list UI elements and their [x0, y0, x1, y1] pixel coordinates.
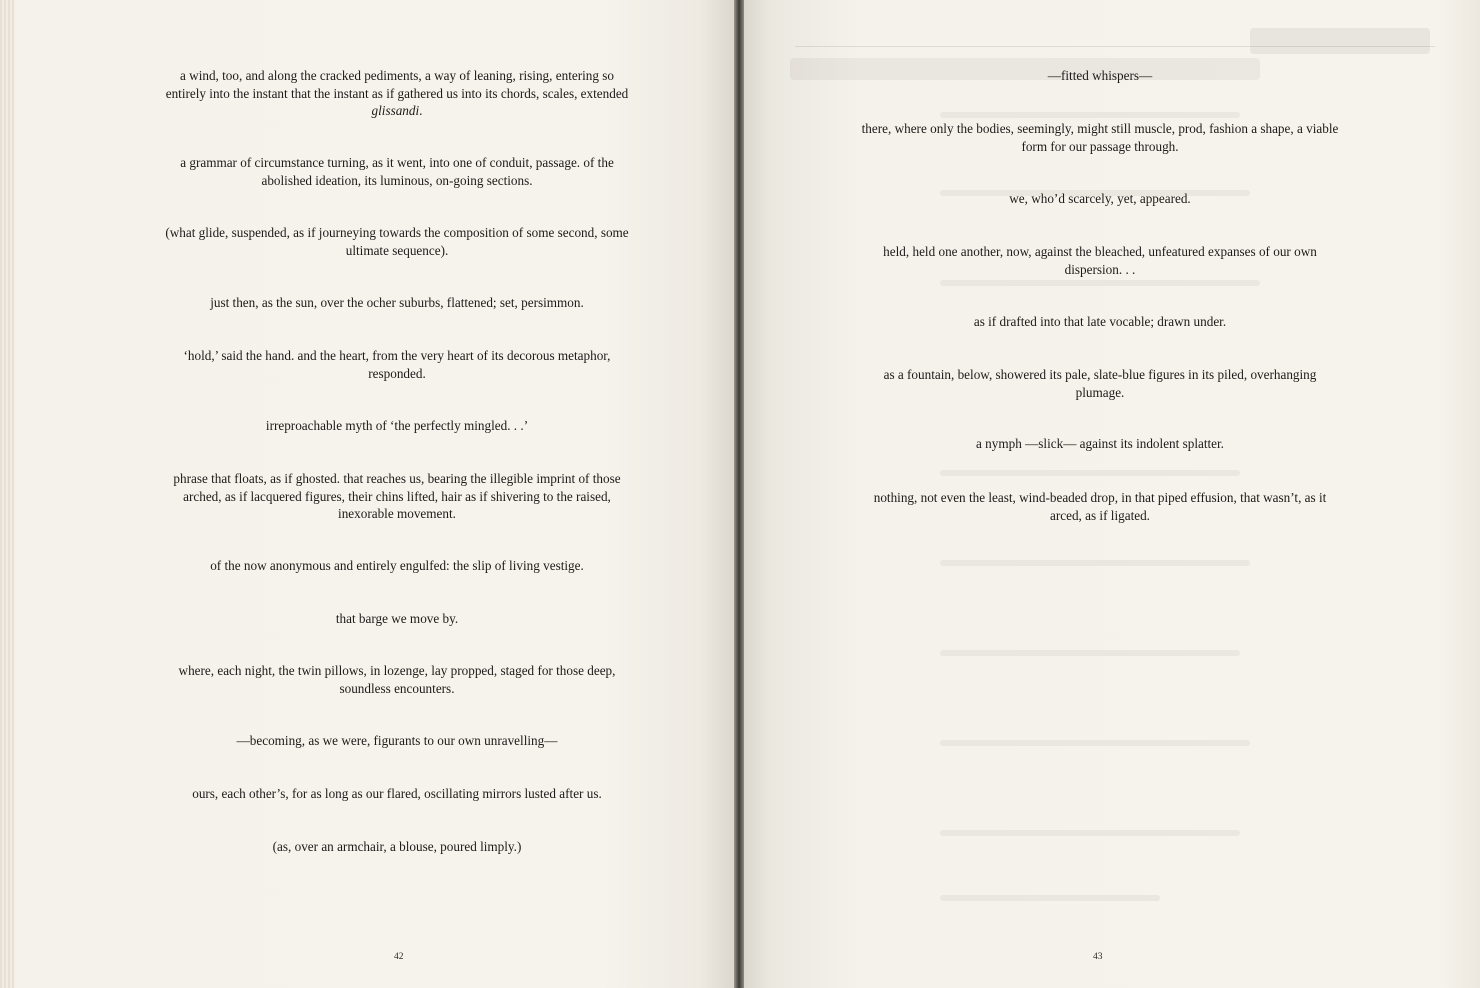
- stanza-text: a wind, too, and along the cracked pediments, a way of leaning, rising, entering so entirely into the instant that the instant as if gathered us into its chords, scales, extended: [165, 68, 629, 101]
- show-through-rule: [795, 46, 1435, 47]
- show-through-line: [940, 112, 1240, 118]
- show-through-line: [940, 740, 1250, 746]
- show-through-line: [940, 830, 1240, 836]
- stanza: as a fountain, below, showered its pale, slate-blue figures in its piled, overhanging plumage.: [883, 367, 1317, 400]
- show-through-line: [940, 280, 1260, 286]
- show-through-line: [940, 650, 1240, 656]
- left-page: [0, 0, 738, 988]
- book-gutter: [734, 0, 744, 988]
- stanza: where, each night, the twin pillows, in lozenge, lay propped, staged for those deep, soundless encounters.: [178, 663, 616, 696]
- show-through-line: [940, 470, 1240, 476]
- stanza-text-end: .: [419, 103, 423, 118]
- stanza: (what glide, suspended, as if journeying towards the composition of some second, some ultimate sequence).: [165, 225, 629, 258]
- stanza: —fitted whispers—: [1047, 68, 1153, 83]
- stanza: ours, each other’s, for as long as our flared, oscillating mirrors lusted after us.: [192, 786, 602, 801]
- page-edge: [0, 0, 14, 988]
- show-through-line: [940, 560, 1250, 566]
- stanza: (as, over an armchair, a blouse, poured limply.): [272, 839, 522, 854]
- stanza: a nymph —slick— against its indolent splatter.: [976, 436, 1224, 451]
- stanza: of the now anonymous and entirely engulfed: the slip of living vestige.: [210, 558, 584, 573]
- stanza: —becoming, as we were, figurants to our own unravelling—: [236, 733, 558, 748]
- stanza: as if drafted into that late vocable; drawn under.: [973, 314, 1227, 329]
- stanza-italic: glissandi: [371, 103, 420, 118]
- stanza: held, held one another, now, against the bleached, unfeatured expanses of our own dispersion. . .: [883, 244, 1317, 277]
- stanza: just then, as the sun, over the ocher suburbs, flattened; set, persimmon.: [210, 295, 584, 310]
- stanza: [160, 67, 634, 120]
- page-number: 43: [1093, 952, 1103, 962]
- page-number: 42: [394, 952, 404, 962]
- stanza: ‘hold,’ said the hand. and the heart, from the very heart of its decorous metaphor, responded.: [183, 348, 611, 381]
- stanza: that barge we move by.: [335, 611, 459, 626]
- stanza: irreproachable myth of ‘the perfectly mingled. . .’: [265, 418, 529, 433]
- stanza: there, where only the bodies, seemingly, might still muscle, prod, fashion a shape, a viable form for our passage through.: [861, 121, 1339, 154]
- stanza: a grammar of circumstance turning, as it went, into one of conduit, passage. of the abolished ideation, its luminous, on-going sections.: [180, 155, 614, 188]
- stanza: nothing, not even the least, wind-beaded drop, in that piped effusion, that wasn’t, as it arced, as if ligated.: [873, 490, 1327, 523]
- stanza: phrase that floats, as if ghosted. that reaches us, bearing the illegible imprint of those arched, as if lacquered figures, their chins lifted, hair as if shivering to the raised, inexorable movement.: [173, 471, 621, 521]
- show-through-title: [1250, 28, 1430, 54]
- show-through-line: [940, 895, 1160, 901]
- stanza: we, who’d scarcely, yet, appeared.: [1009, 191, 1191, 206]
